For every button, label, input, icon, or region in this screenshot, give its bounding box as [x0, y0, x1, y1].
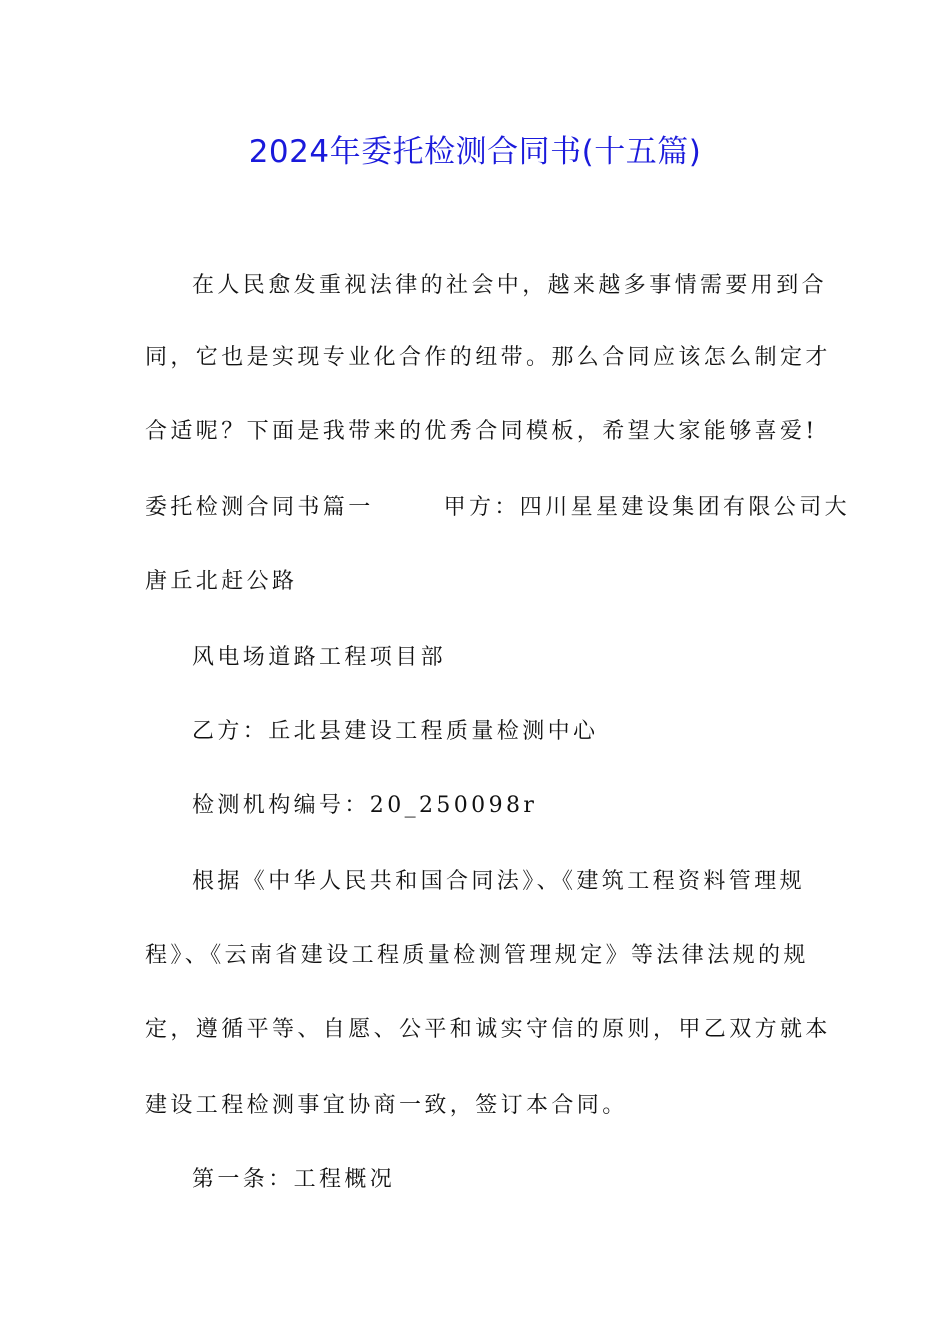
agency-number-line: 检测机构编号：20_250098r [192, 793, 538, 818]
party-a-line-3: 风电场道路工程项目部 [192, 645, 447, 670]
section-heading-line [145, 490, 851, 526]
party-a-line-2: 唐丘北赶公路 [145, 569, 298, 594]
article-one-heading: 第一条：工程概况 [192, 1167, 396, 1192]
party-a-line-1: 甲方：四川星星建设集团有限公司大 [443, 495, 851, 520]
document-title: 2024年委托检测合同书(十五篇) [248, 134, 702, 170]
basis-line-4: 建设工程检测事宜协商一致，签订本合同。 [145, 1093, 628, 1118]
basis-line-1: 根据《中华人民共和国合同法》、《建筑工程资料管理规 [192, 869, 806, 894]
intro-line-1: 在人民愈发重视法律的社会中，越来越多事情需要用到合 [192, 273, 828, 298]
party-b-line: 乙方：丘北县建设工程质量检测中心 [192, 719, 599, 744]
intro-line-2: 同，它也是实现专业化合作的纽带。那么合同应该怎么制定才 [145, 345, 831, 370]
section-heading: 委托检测合同书篇一 [145, 495, 374, 520]
basis-line-3: 定，遵循平等、自愿、公平和诚实守信的原则，甲乙双方就本 [145, 1017, 831, 1042]
intro-line-3: 合适呢？下面是我带来的优秀合同模板，希望大家能够喜爱! [145, 419, 818, 444]
basis-line-2: 程》、《云南省建设工程质量检测管理规定》等法律法规的规 [145, 943, 809, 968]
